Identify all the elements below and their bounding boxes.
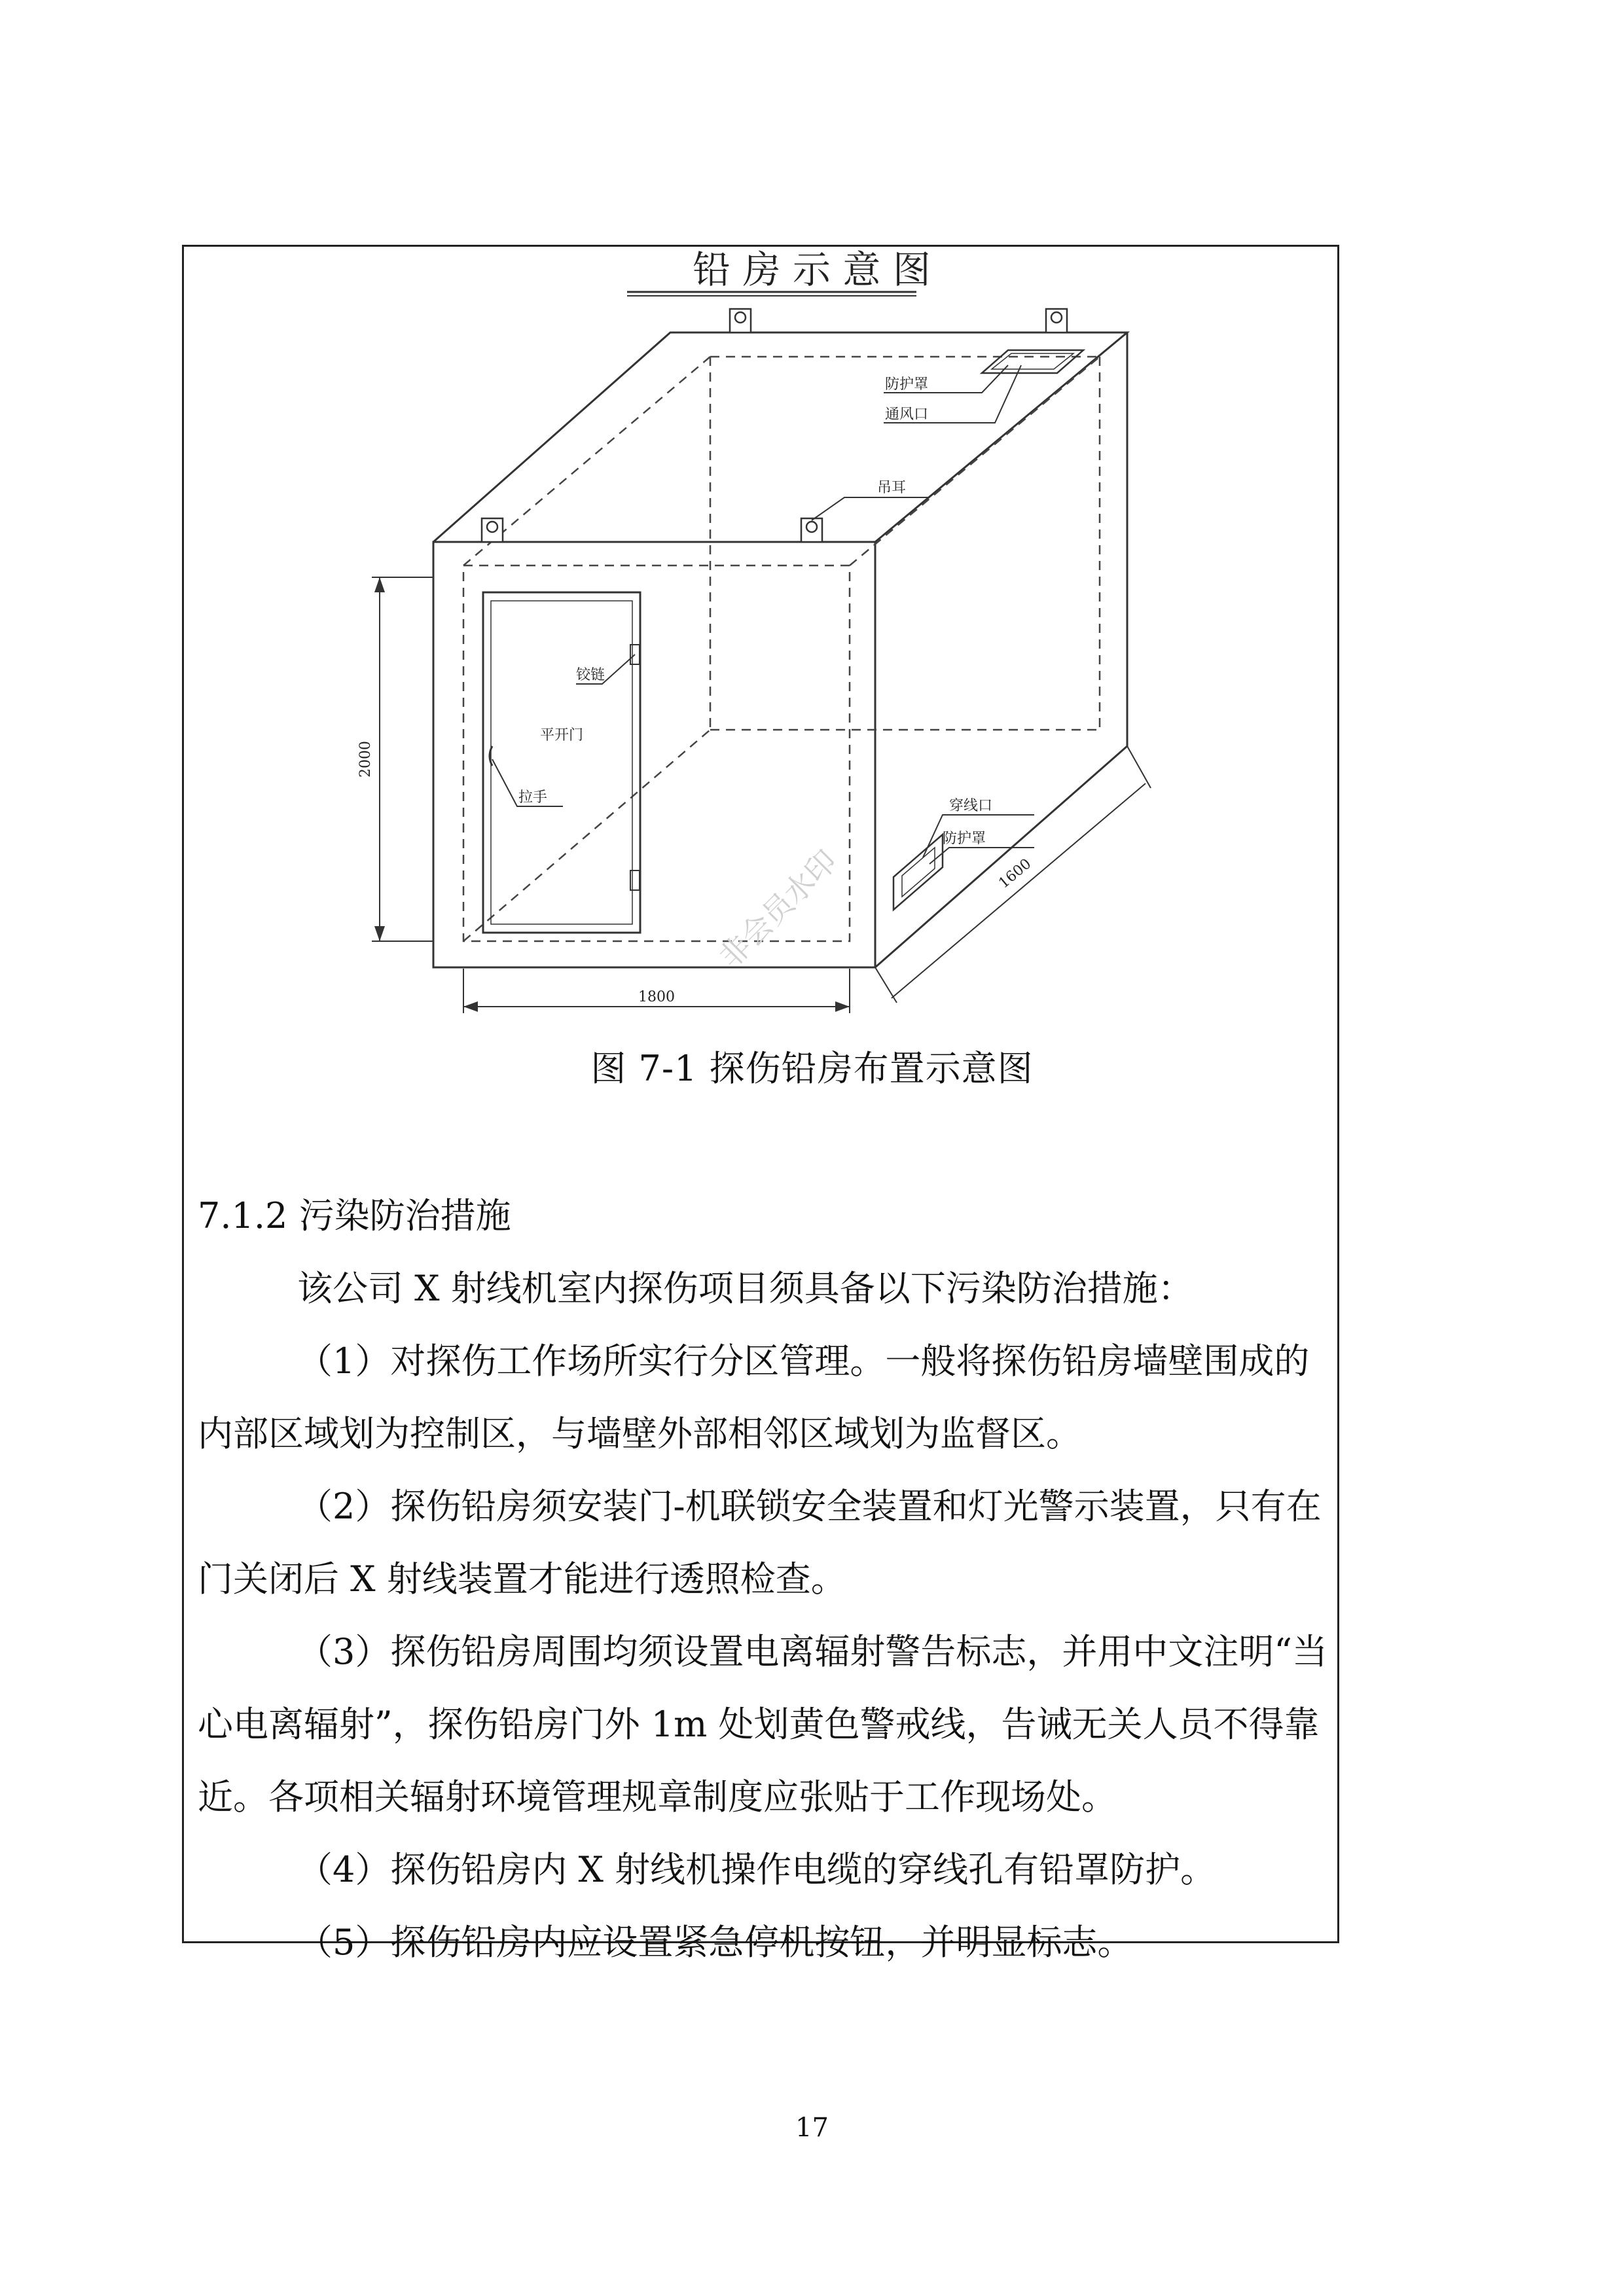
vent-opening bbox=[992, 353, 1074, 369]
lifting-lug-back-right bbox=[1046, 309, 1067, 332]
label-cable-port: 穿线口 bbox=[949, 798, 993, 814]
section-heading: 7.1.2 污染防治措施 bbox=[198, 1195, 511, 1236]
measure-item-1: （1）对探伤工作场所实行分区管理。一般将探伤铅房墙壁围成的内部区域划为控制区，与墙壁外部相邻区域划为监督区。 bbox=[198, 1340, 1310, 1454]
dimension-width: 1800 bbox=[638, 989, 675, 1005]
cable-port-shield bbox=[893, 834, 943, 910]
measure-item-5: （5）探伤铅房内应设置紧急停机按钮，并明显标志。 bbox=[297, 1922, 1133, 1963]
front-face bbox=[433, 542, 875, 967]
lifting-lug-front-left bbox=[482, 518, 503, 542]
page-number: 17 bbox=[795, 2113, 829, 2143]
label-hinge: 铰链 bbox=[576, 667, 605, 683]
right-face bbox=[875, 332, 1127, 967]
figure-caption: 图 7-1 探伤铅房布置示意图 bbox=[590, 1048, 1034, 1089]
door-inner bbox=[491, 601, 632, 924]
dimension-height: 2000 bbox=[357, 741, 374, 778]
hidden-diagonal bbox=[463, 730, 710, 941]
label-shield-top: 防护罩 bbox=[885, 376, 929, 393]
label-lifting-lug: 吊耳 bbox=[877, 480, 907, 496]
diagram-title: 铅 房 示 意 图 bbox=[693, 247, 931, 292]
lead-room-diagram bbox=[0, 0, 1624, 1021]
leader-lifting-lug bbox=[812, 497, 929, 520]
lifting-lug-back-left bbox=[730, 309, 751, 332]
measure-item-2: （2）探伤铅房须安装门-机联锁安全装置和灯光警示装置，只有在门关闭后 X 射线装置才能进行透照检查。 bbox=[198, 1486, 1322, 1600]
measure-item-4: （4）探伤铅房内 X 射线机操作电缆的穿线孔有铅罩防护。 bbox=[297, 1849, 1216, 1890]
label-vent: 通风口 bbox=[885, 406, 929, 423]
label-handle: 拉手 bbox=[518, 789, 548, 806]
watermark: 非会员水印 bbox=[712, 843, 844, 975]
label-shield-side: 防护罩 bbox=[943, 831, 986, 847]
lifting-lug-front-right bbox=[801, 518, 822, 542]
dimension-depth: 1600 bbox=[996, 855, 1035, 892]
section-intro: 该公司 X 射线机室内探伤项目须具备以下污染防治措施： bbox=[297, 1268, 1193, 1309]
label-swing-door: 平开门 bbox=[540, 727, 584, 744]
top-face bbox=[433, 332, 1127, 542]
swing-door bbox=[483, 592, 640, 933]
measure-item-3: （3）探伤铅房周围均须设置电离辐射警告标志，并用中文注明“当心电离辐射”，探伤铅房门外 1m 处划黄色警戒线，告诫无关人员不得靠近。各项相关辐射环境管理规章制度应张贴于工作现场处。 bbox=[198, 1631, 1327, 1818]
hinge-bottom bbox=[630, 870, 640, 890]
